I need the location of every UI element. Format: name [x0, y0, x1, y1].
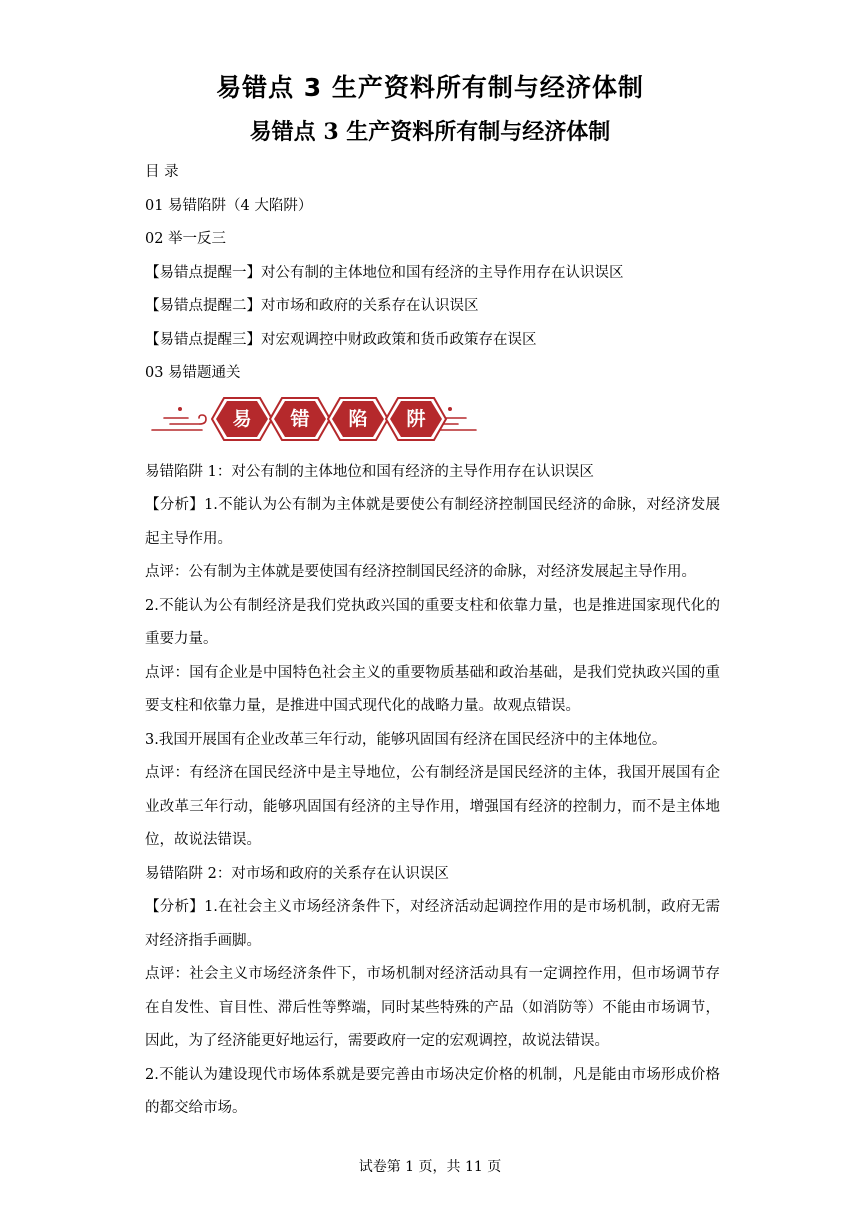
- toc-heading: 目 录: [145, 164, 179, 180]
- page-footer: 试卷第 1 页，共 11 页: [358, 1159, 502, 1175]
- comment-paragraph: 点评：国有企业是中国特色社会主义的重要物质基础和政治基础，是我们党执政兴国的重要支柱和依靠力量，是推进中国式现代化的战略力量。故观点错误。: [145, 664, 720, 714]
- toc-item: 02 举一反三: [145, 231, 227, 247]
- analysis-paragraph: 3.我国开展国有企业改革三年行动，能够巩固国有经济在国民经济中的主体地位。: [145, 731, 667, 748]
- document-subtitle: 易错点 3 生产资料所有制与经济体制: [249, 119, 611, 145]
- comment-paragraph: 点评：有经济在国民经济中是主导地位，公有制经济是国民经济的主体，我国开展国有企业改革三年行动，能够巩固国有经济的主导作用，增强国有经济的控制力，而不是主体地位，故说法错误。: [145, 765, 720, 848]
- banner-char: 错: [290, 407, 310, 430]
- document-title: 易错点 3 生产资料所有制与经济体制: [216, 73, 644, 102]
- banner-char: 阱: [406, 407, 426, 430]
- comment-paragraph: 点评：公有制为主体就是要使国有经济控制国民经济的命脉，对经济发展起主导作用。: [145, 564, 696, 580]
- banner-char: 陷: [348, 407, 368, 430]
- toc-item: 03 易错题通关: [145, 365, 241, 381]
- toc-item: 01 易错陷阱（4 大陷阱）: [145, 197, 313, 214]
- toc-item: 【易错点提醒三】对宏观调控中财政政策和货币政策存在误区: [145, 331, 537, 348]
- trap-1-title: 易错陷阱 1：对公有制的主体地位和国有经济的主导作用存在认识误区: [145, 463, 594, 480]
- trap-2-title: 易错陷阱 2：对市场和政府的关系存在认识误区: [145, 865, 449, 882]
- table-of-contents: [145, 161, 720, 384]
- toc-item: 【易错点提醒二】对市场和政府的关系存在认识误区: [145, 298, 479, 314]
- section-banner: [150, 394, 480, 444]
- analysis-paragraph: 2.不能认为公有制经济是我们党执政兴国的重要支柱和依靠力量，也是推进国家现代化的重要力量。: [145, 597, 720, 647]
- toc-item: 【易错点提醒一】对公有制的主体地位和国有经济的主导作用存在认识误区: [145, 264, 624, 281]
- analysis-paragraph: 【分析】1.在社会主义市场经济条件下，对经济活动起调控作用的是市场机制，政府无需对经济指手画脚。: [145, 899, 720, 949]
- analysis-paragraph: 【分析】1.不能认为公有制为主体就是要使公有制经济控制国民经济的命脉，对经济发展起主导作用。: [145, 497, 720, 547]
- document-content: [145, 161, 720, 1126]
- banner-char: 易: [232, 407, 252, 430]
- analysis-paragraph: 2.不能认为建设现代市场体系就是要完善由市场决定价格的机制，凡是能由市场形成价格的都交给市场。: [145, 1066, 720, 1116]
- comment-paragraph: 点评：社会主义市场经济条件下，市场机制对经济活动具有一定调控作用，但市场调节存在自发性、盲目性、滞后性等弊端，同时某些特殊的产品（如消防等）不能由市场调节，因此，为了经济能更好地运行，需要政府一定的宏观调控，故说法错误。: [145, 966, 720, 1049]
